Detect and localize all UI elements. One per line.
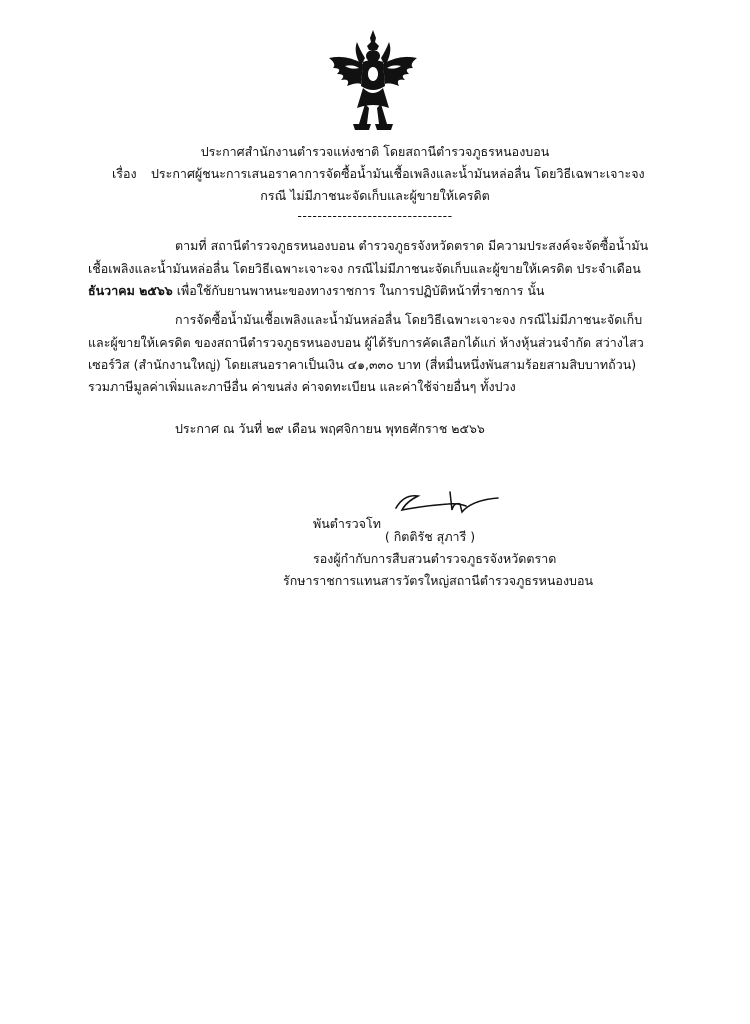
paragraph-1-line-3 — [88, 282, 544, 300]
signer-name: ( กิตติรัช สุภารี ) — [384, 529, 476, 544]
paragraph-2-line-1: การจัดซื้อน้ำมันเชื้อเพลิงและน้ำมันหล่อลื่น โดยวิธีเฉพาะเจาะจง กรณีไม่มีภาชนะจัดเก็บ — [175, 312, 643, 327]
subject-line-2: กรณี ไม่มีภาชนะจัดเก็บและผู้ขายให้เครดิต — [260, 188, 490, 203]
garuda-emblem-icon — [323, 28, 423, 133]
paragraph-1-line-1: ตามที่ สถานีตำรวจภูธรหนองบอน ตำรวจภูธรจังหวัดตราด มีความประสงค์จะจัดซื้อน้ำมัน — [175, 238, 649, 253]
paragraph-1-line-3-rest: เพื่อใช้กับยานพาหนะของทางราชการ ในการปฏิบัติหน้าที่ราชการ นั้น — [172, 283, 545, 298]
divider: ------------------------------- — [297, 208, 453, 223]
signer-position-1: รองผู้กำกับการสืบสวนตำรวจภูธรจังหวัดตราด — [313, 551, 557, 566]
paragraph-1-line-2: เชื้อเพลิงและน้ำมันหล่อลื่น โดยวิธีเฉพาะเจาะจง กรณีไม่มีภาชนะจัดเก็บและผู้ขายให้เครดิต ประจำเดือน — [88, 261, 641, 276]
paragraph-2-line-3: เซอร์วิส (สำนักงานใหญ่) โดยเสนอราคาเป็นเงิน ๔๑,๓๓๐ บาท (สี่หมื่นหนึ่งพันสามร้อยสามสิบบาทถ้วน) — [88, 357, 637, 372]
agency-line: ประกาศสำนักงานตำรวจแห่งชาติ โดยสถานีตำรวจภูธรหนองบอน — [200, 144, 550, 159]
signer-rank: พันตำรวจโท — [313, 516, 381, 531]
paragraph-2-line-4: รวมภาษีมูลค่าเพิ่มและภาษีอื่น ค่าขนส่ง ค่าจดทะเบียน และค่าใช้จ่ายอื่นๆ ทั้งปวง — [88, 379, 516, 394]
subject-label: เรื่อง — [112, 166, 137, 181]
subject-line-1: ประกาศผู้ชนะการเสนอราคาการจัดซื้อน้ำมันเชื้อเพลิงและน้ำมันหล่อลื่น โดยวิธีเฉพาะเจาะจง — [151, 166, 645, 181]
paragraph-2-line-2: และผู้ขายให้เครดิต ของสถานีตำรวจภูธรหนองบอน ผู้ได้รับการคัดเลือกได้แก่ ห้างหุ้นส่วนจำกัด สว่างไสว — [88, 335, 644, 350]
announcement-date: ประกาศ ณ วันที่ ๒๙ เดือน พฤศจิกายน พุทธศักราช ๒๕๖๖ — [175, 421, 485, 436]
handwritten-signature — [392, 488, 502, 520]
month-year: ธันวาคม ๒๕๖๖ — [88, 283, 173, 298]
signer-position-2: รักษาราชการแทนสารวัตรใหญ่สถานีตำรวจภูธรหนองบอน — [283, 573, 594, 588]
